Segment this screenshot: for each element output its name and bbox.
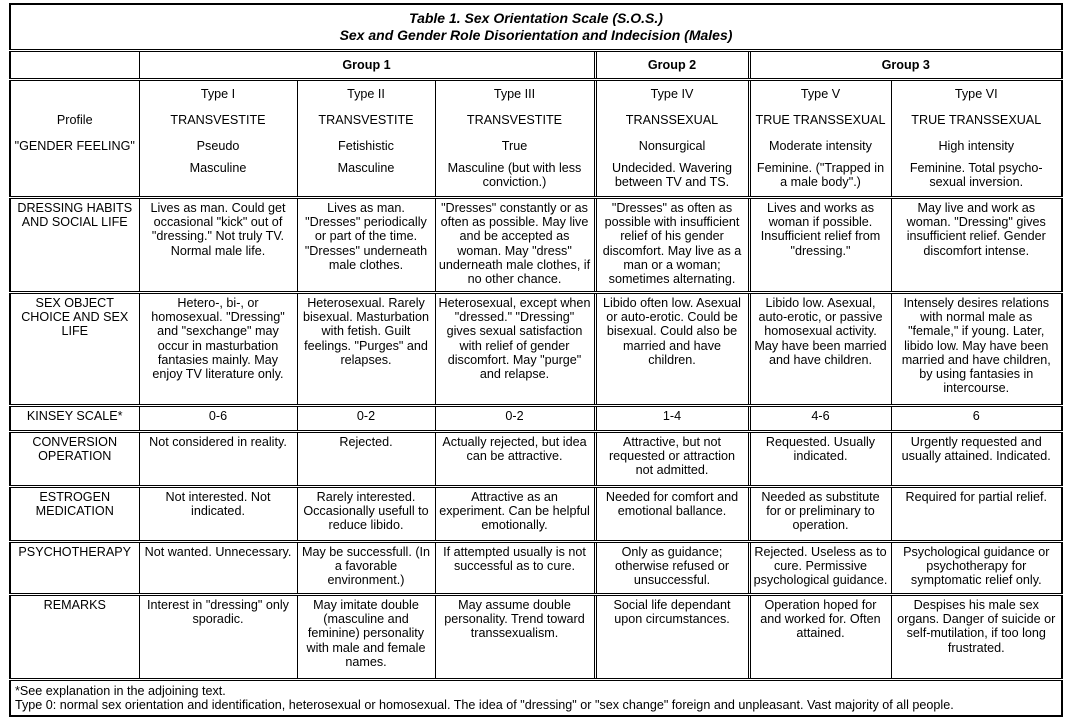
table-cell: Not interested. Not indicated. bbox=[139, 487, 297, 542]
header-cell: Moderate intensity bbox=[749, 133, 891, 159]
table-cell: Lives as man. "Dresses" periodically or part of the time. "Dresses" underneath male clothes. bbox=[297, 198, 435, 293]
header-cell: Type V bbox=[749, 80, 891, 108]
footnote-2: Type 0: normal sex orientation and identification, heterosexual or homosexual. The idea of "dressing" or "sex change" foreign and unpleasant. Vast majority of all people. bbox=[15, 698, 954, 713]
table-row bbox=[10, 542, 1062, 595]
row-label: REMARKS bbox=[10, 595, 139, 680]
header-cell: High intensity bbox=[891, 133, 1062, 159]
table-cell: May be successfull. (In a favorable environment.) bbox=[297, 542, 435, 595]
table-cell: Hetero-, bi-, or homosexual. "Dressing" and "sexchange" may occur in masturbation fantasies mainly. May enjoy TV literature only. bbox=[139, 293, 297, 406]
header-cell: Type III bbox=[435, 80, 595, 108]
header-cell: Type IV bbox=[595, 80, 749, 108]
table-cell: Rejected. bbox=[297, 432, 435, 487]
header-cell: True bbox=[435, 133, 595, 159]
group-row bbox=[10, 51, 1062, 80]
table-cell: Needed as substitute for or preliminary to operation. bbox=[749, 487, 891, 542]
title-line-2: Sex and Gender Role Disorientation and Indecision (Males) bbox=[339, 27, 733, 43]
table-cell: Operation hoped for and worked for. Often attained. bbox=[749, 595, 891, 680]
table-cell: Actually rejected, but idea can be attractive. bbox=[435, 432, 595, 487]
table-cell: Only as guidance; otherwise refused or unsuccessful. bbox=[595, 542, 749, 595]
footnotes bbox=[10, 680, 1062, 717]
table-cell: 4-6 bbox=[749, 406, 891, 432]
header-cell: Fetishistic bbox=[297, 133, 435, 159]
table-cell: Intensely desires relations with normal male as "female," if young. Later, libido low. May have been married and have children, by using fantasies in intercourse. bbox=[891, 293, 1062, 406]
table-cell: May assume double personality. Trend toward transsexualism. bbox=[435, 595, 595, 680]
table-cell: Rejected. Useless as to cure. Permissive psychological guidance. bbox=[749, 542, 891, 595]
sos-table bbox=[9, 3, 1063, 717]
table-row bbox=[10, 198, 1062, 293]
header-cell: Masculine bbox=[297, 159, 435, 198]
header-cell: Nonsurgical bbox=[595, 133, 749, 159]
table-cell: Psychological guidance or psychotherapy for symptomatic relief only. bbox=[891, 542, 1062, 595]
table-cell: Libido low. Asexual, auto-erotic, or passive homosexual activity. May have been married and have children. bbox=[749, 293, 891, 406]
profile-header-row bbox=[10, 133, 1062, 159]
table-cell: Attractive, but not requested or attraction not admitted. bbox=[595, 432, 749, 487]
table-cell: Rarely interested. Occasionally usefull to reduce libido. bbox=[297, 487, 435, 542]
table-row bbox=[10, 406, 1062, 432]
footnote-1: *See explanation in the adjoining text. bbox=[15, 684, 226, 698]
header-cell: Type VI bbox=[891, 80, 1062, 108]
header-cell: Feminine. Total psycho-sexual inversion. bbox=[891, 159, 1062, 198]
row-label: Profile bbox=[10, 107, 139, 133]
table-cell: "Dresses" as often as possible with insufficient relief of his gender discomfort. May live as a man or a woman; sometimes alternating. bbox=[595, 198, 749, 293]
group-header: Group 1 bbox=[139, 51, 595, 80]
table-cell: "Dresses" constantly or as often as possible. May live and be accepted as woman. May "dress" underneath male clothes, if no other chance. bbox=[435, 198, 595, 293]
table-cell: 1-4 bbox=[595, 406, 749, 432]
header-cell: Masculine (but with less conviction.) bbox=[435, 159, 595, 198]
table-cell: May imitate double (masculine and feminine) personality with male and female names. bbox=[297, 595, 435, 680]
table-cell: Not considered in reality. bbox=[139, 432, 297, 487]
table-row bbox=[10, 595, 1062, 680]
table-cell: Not wanted. Unnecessary. bbox=[139, 542, 297, 595]
table-cell: Urgently requested and usually attained. Indicated. bbox=[891, 432, 1062, 487]
table-cell: 0-6 bbox=[139, 406, 297, 432]
document bbox=[9, 3, 1061, 717]
row-label bbox=[10, 80, 139, 108]
header-cell: TRANSVESTITE bbox=[139, 107, 297, 133]
header-cell: Undecided. Wavering between TV and TS. bbox=[595, 159, 749, 198]
header-cell: TRANSVESTITE bbox=[297, 107, 435, 133]
table-cell: If attempted usually is not successful as to cure. bbox=[435, 542, 595, 595]
table-cell: Required for partial relief. bbox=[891, 487, 1062, 542]
profile-header-row bbox=[10, 159, 1062, 198]
row-label: "GENDER FEELING" bbox=[10, 133, 139, 159]
header-cell: TRUE TRANSSEXUAL bbox=[749, 107, 891, 133]
group-header: Group 2 bbox=[595, 51, 749, 80]
header-cell: TRANSSEXUAL bbox=[595, 107, 749, 133]
table-cell: Heterosexual, except when "dressed." "Dressing" gives sexual satisfaction with relief of gender discomfort. May "purge" and relapse. bbox=[435, 293, 595, 406]
header-cell: TRUE TRANSSEXUAL bbox=[891, 107, 1062, 133]
footnote-row bbox=[10, 680, 1062, 717]
title-line-1: Table 1. Sex Orientation Scale (S.O.S.) bbox=[409, 10, 663, 26]
header-cell: Pseudo bbox=[139, 133, 297, 159]
table-cell: 0-2 bbox=[435, 406, 595, 432]
row-label: SEX OBJECT CHOICE AND SEX LIFE bbox=[10, 293, 139, 406]
table-row bbox=[10, 293, 1062, 406]
table-cell: Requested. Usually indicated. bbox=[749, 432, 891, 487]
group-corner bbox=[10, 51, 139, 80]
header-cell: Masculine bbox=[139, 159, 297, 198]
table-cell: Attractive as an experiment. Can be helpful emotionally. bbox=[435, 487, 595, 542]
row-label: KINSEY SCALE* bbox=[10, 406, 139, 432]
header-cell: Type I bbox=[139, 80, 297, 108]
profile-header-row bbox=[10, 107, 1062, 133]
table-cell: Libido often low. Asexual or auto-erotic. Could be bisexual. Could also be married and have children. bbox=[595, 293, 749, 406]
table-row bbox=[10, 487, 1062, 542]
table-cell: Lives and works as woman if possible. Insufficient relief from "dressing." bbox=[749, 198, 891, 293]
group-header: Group 3 bbox=[749, 51, 1062, 80]
row-label: CONVERSION OPERATION bbox=[10, 432, 139, 487]
row-label: ESTROGEN MEDICATION bbox=[10, 487, 139, 542]
row-label: DRESSING HABITS AND SOCIAL LIFE bbox=[10, 198, 139, 293]
table-cell: Heterosexual. Rarely bisexual. Masturbation with fetish. Guilt feelings. "Purges" and relapses. bbox=[297, 293, 435, 406]
table-cell: 0-2 bbox=[297, 406, 435, 432]
profile-header-row bbox=[10, 80, 1062, 108]
table-cell: Social life dependant upon circumstances. bbox=[595, 595, 749, 680]
header-cell: TRANSVESTITE bbox=[435, 107, 595, 133]
table-cell: May live and work as woman. "Dressing" gives insufficient relief. Gender discomfort intense. bbox=[891, 198, 1062, 293]
header-cell: Type II bbox=[297, 80, 435, 108]
table-cell: Needed for comfort and emotional ballance. bbox=[595, 487, 749, 542]
table-cell: 6 bbox=[891, 406, 1062, 432]
table-row bbox=[10, 432, 1062, 487]
row-label bbox=[10, 159, 139, 198]
table-cell: Interest in "dressing" only sporadic. bbox=[139, 595, 297, 680]
table-cell: Despises his male sex organs. Danger of suicide or self-mutilation, if too long frustrated. bbox=[891, 595, 1062, 680]
table-cell: Lives as man. Could get occasional "kick" out of "dressing." Not truly TV. Normal male life. bbox=[139, 198, 297, 293]
header-cell: Feminine. ("Trapped in a male body".) bbox=[749, 159, 891, 198]
table-title bbox=[10, 4, 1062, 51]
row-label: PSYCHOTHERAPY bbox=[10, 542, 139, 595]
title-row bbox=[10, 4, 1062, 51]
